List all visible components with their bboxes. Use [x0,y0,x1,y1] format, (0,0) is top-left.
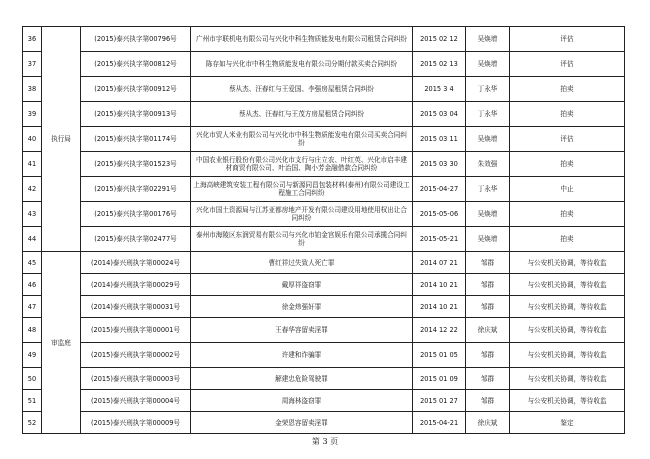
case-number-cell: (2015)泰兴执字第00796号 [81,27,191,52]
judge-cell: 邹群 [466,252,510,274]
case-description-cell: 蔡从杰、汪春红与王爱国、李强房屋租赁合同纠纷 [191,77,413,102]
filing-date-cell: 2015 03 30 [413,152,466,177]
judge-cell: 吴焕增 [466,227,510,252]
case-number-cell: (2015)泰兴执字第01523号 [81,152,191,177]
case-number-cell: (2015)泰兴执字第02477号 [81,227,191,252]
case-number-cell: (2015)泰兴执字第01174号 [81,127,191,152]
row-number-cell: 43 [23,202,42,227]
filing-date-cell: 2015-05-06 [413,202,466,227]
table-row [23,52,625,77]
case-number-cell: (2014)泰兴刑执字第00024号 [81,252,191,274]
status-cell: 与公安机关协调，等待收监 [510,390,625,412]
row-number-cell: 38 [23,77,42,102]
judge-cell: 邹群 [466,274,510,296]
case-number-cell: (2014)泰兴刑执字第00029号 [81,274,191,296]
table-row [23,127,625,152]
status-cell: 评估 [510,27,625,52]
case-description-cell: 泰州市海陵区东润贸易有限公司与兴化市铂金宫娱乐有限公司承揽合同纠纷 [191,227,413,252]
row-number-cell: 41 [23,152,42,177]
case-description-cell: 许建和诈骗罪 [191,343,413,368]
row-number-cell: 36 [23,27,42,52]
case-number-cell: (2015)泰兴刑执字第00004号 [81,390,191,412]
status-cell: 拍卖 [510,77,625,102]
case-description-cell: 上海高峡建筑安装工程有限公司与新源同昌包装材料(泰州)有限公司建设工程施工合同纠纷 [191,177,413,202]
case-description-cell: 蔡从杰、汪春红与王茂方房屋租赁合同纠纷 [191,102,413,127]
status-cell: 拍卖 [510,227,625,252]
status-cell: 与公安机关协调，等待收监 [510,343,625,368]
case-number-cell: (2015)泰兴执字第00912号 [81,77,191,102]
judge-cell: 吴焕增 [466,202,510,227]
status-cell: 拍卖 [510,102,625,127]
judge-cell: 丁永华 [466,102,510,127]
table-row [23,412,625,434]
case-description-cell: 曹红祥过失致人死亡罪 [191,252,413,274]
row-number-cell: 39 [23,102,42,127]
table-row [23,202,625,227]
status-cell: 与公安机关协调，等待收监 [510,368,625,390]
table-row [23,252,625,274]
case-number-cell: (2015)泰兴刑执字第00001号 [81,318,191,343]
filing-date-cell: 2015 02 13 [413,52,466,77]
filing-date-cell: 2014 12 22 [413,318,466,343]
row-number-cell: 45 [23,252,42,274]
status-cell: 与公安机关协调，等待收监 [510,318,625,343]
filing-date-cell: 2015 02 12 [413,27,466,52]
table-row [23,390,625,412]
status-cell: 鉴定 [510,412,625,434]
case-number-cell: (2015)泰兴刑执字第00002号 [81,343,191,368]
judge-cell: 徐庆斌 [466,318,510,343]
table-row [23,296,625,318]
page-number: 第 3 页 [311,437,339,446]
row-number-cell: 40 [23,127,42,152]
row-number-cell: 48 [23,318,42,343]
judge-cell: 吴焕增 [466,27,510,52]
case-description-cell: 陈存如与兴化市中科生物质能发电有限公司分期付款买卖合同纠纷 [191,52,413,77]
filing-date-cell: 2015 01 09 [413,368,466,390]
judge-cell: 吴焕增 [466,127,510,152]
table-row [23,318,625,343]
status-cell: 中止 [510,177,625,202]
judge-cell: 丁永华 [466,177,510,202]
judge-cell: 邹群 [466,368,510,390]
status-cell: 拍卖 [510,202,625,227]
case-description-cell: 王春华容留卖淫罪 [191,318,413,343]
row-number-cell: 37 [23,52,42,77]
filing-date-cell: 2015 01 27 [413,390,466,412]
case-number-cell: (2015)泰兴执字第00176号 [81,202,191,227]
department-cell: 执行局 [42,27,81,252]
filing-date-cell: 2015-04-27 [413,177,466,202]
row-number-cell: 46 [23,274,42,296]
status-cell: 与公安机关协调，等待收监 [510,274,625,296]
case-description-cell: 中国农业银行股份有限公司兴化市支行与庄立农、叶红英、兴化市启丰建材商贸有限公司、叶治国、陶小芳金融借款合同纠纷 [191,152,413,177]
judge-cell: 邹群 [466,296,510,318]
filing-date-cell: 2015-04-21 [413,412,466,434]
row-number-cell: 51 [23,390,42,412]
judge-cell: 邹群 [466,343,510,368]
case-description-cell: 广州市宇联机电有限公司与兴化中科生物质能发电有限公司租赁合同纠纷 [191,27,413,52]
row-number-cell: 44 [23,227,42,252]
table-row [23,77,625,102]
table-row [23,368,625,390]
filing-date-cell: 2014 10 21 [413,296,466,318]
case-description-cell: 戴厚祥盗窃罪 [191,274,413,296]
status-cell: 与公安机关协调，等待收监 [510,296,625,318]
row-number-cell: 49 [23,343,42,368]
filing-date-cell: 2014 07 21 [413,252,466,274]
table-row [23,274,625,296]
status-cell: 与公安机关协调，等待收监 [510,252,625,274]
row-number-cell: 47 [23,296,42,318]
judge-cell: 邹群 [466,390,510,412]
filing-date-cell: 2015 3 4 [413,77,466,102]
status-cell: 评估 [510,127,625,152]
case-number-cell: (2015)泰兴刑执字第00003号 [81,368,191,390]
row-number-cell: 50 [23,368,42,390]
filing-date-cell: 2015-05-21 [413,227,466,252]
case-description-cell: 金荣恩容留卖淫罪 [191,412,413,434]
judge-cell: 丁永华 [466,77,510,102]
case-description-cell: 解建忠危险驾驶罪 [191,368,413,390]
filing-date-cell: 2015 03 11 [413,127,466,152]
table-row [23,227,625,252]
judge-cell: 朱效强 [466,152,510,177]
judge-cell: 徐庆斌 [466,412,510,434]
filing-date-cell: 2015 03 04 [413,102,466,127]
table-row [23,177,625,202]
case-description-cell: 兴化市国土资源局与江苏亚都房地产开发有限公司建设用地使用权出让合同纠纷 [191,202,413,227]
table-row [23,343,625,368]
case-number-cell: (2015)泰兴刑执字第00009号 [81,412,191,434]
table-row [23,27,625,52]
status-cell: 评估 [510,52,625,77]
filing-date-cell: 2014 10 21 [413,274,466,296]
case-number-cell: (2015)泰兴执字第00913号 [81,102,191,127]
case-number-cell: (2015)泰兴执字第00812号 [81,52,191,77]
case-number-cell: (2014)泰兴刑执字第00031号 [81,296,191,318]
table-row [23,152,625,177]
case-description-cell: 周海林盗窃罪 [191,390,413,412]
case-description-cell: 兴化市贸人米业有限公司与兴化市中科生物质能发电有限公司买卖合同纠纷 [191,127,413,152]
row-number-cell: 42 [23,177,42,202]
filing-date-cell: 2015 01 05 [413,343,466,368]
department-cell: 审监庭 [42,252,81,434]
case-table [22,26,625,434]
row-number-cell: 52 [23,412,42,434]
judge-cell: 吴焕增 [466,52,510,77]
case-number-cell: (2015)泰兴执字第02291号 [81,177,191,202]
case-description-cell: 徐金炜强奸罪 [191,296,413,318]
status-cell: 拍卖 [510,152,625,177]
table-row [23,102,625,127]
